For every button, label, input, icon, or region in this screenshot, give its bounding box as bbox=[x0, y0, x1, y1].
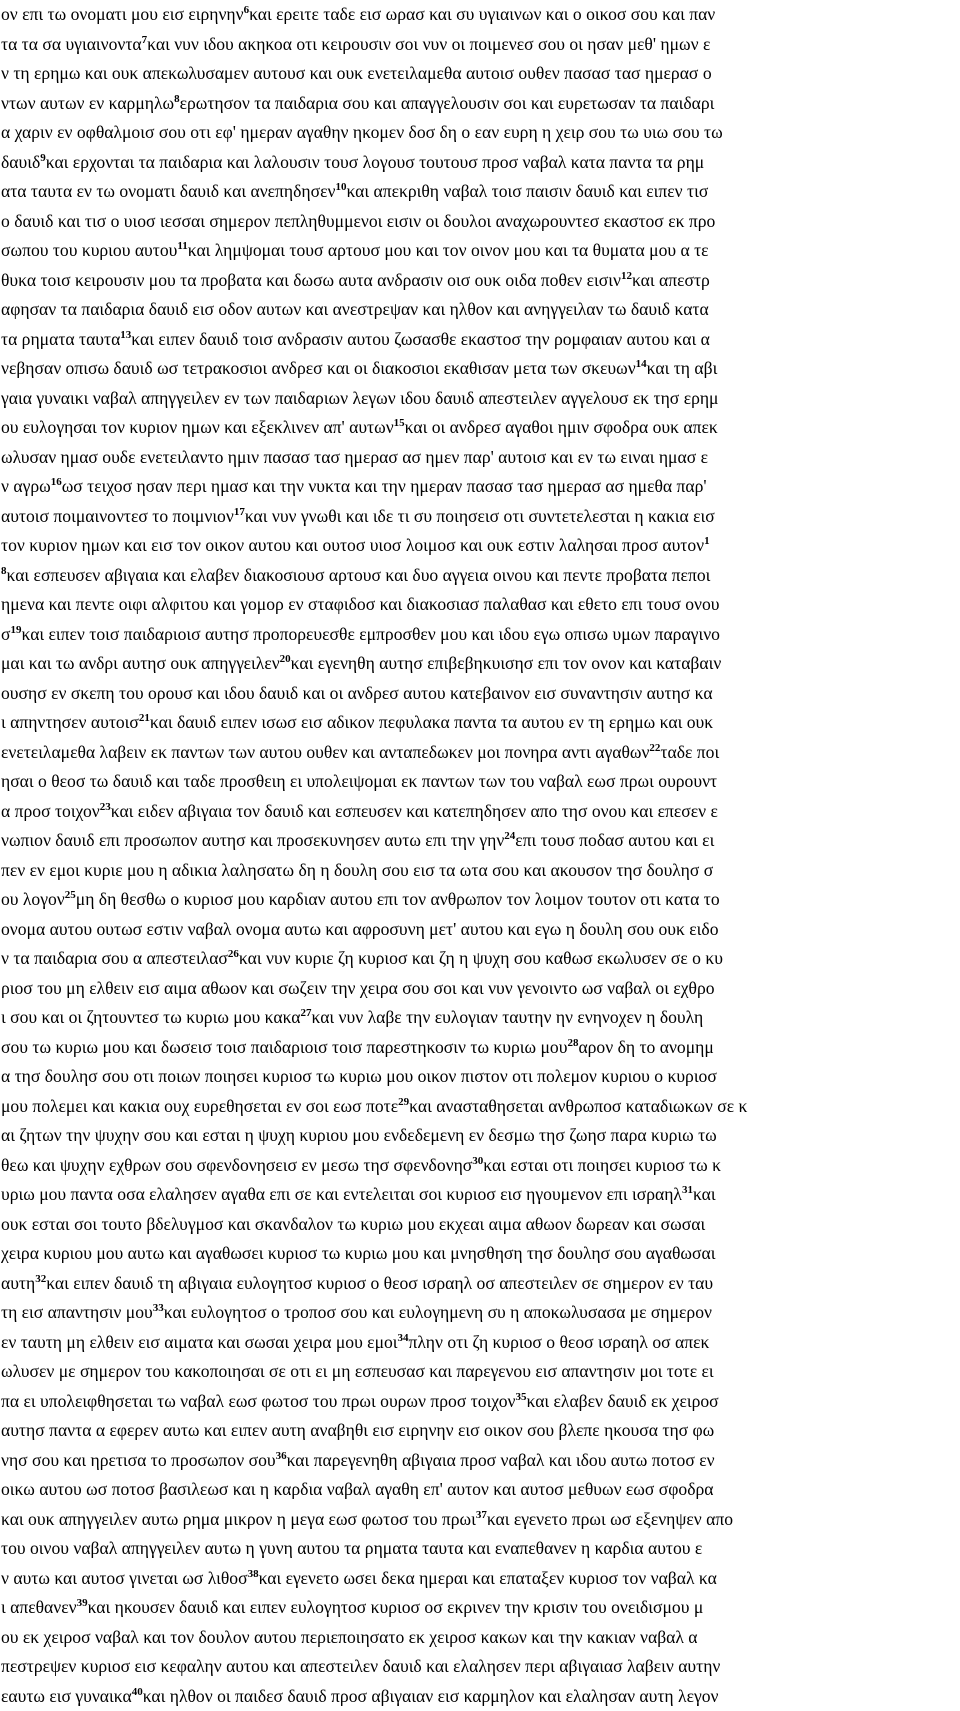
verse-text: ενετειλαμεθα λαβειν εκ παντων των αυτου ουθεν και ανταπεδωκεν μοι πονηρα αντι αγαθων bbox=[1, 742, 649, 762]
verse-text: και λημψομαι τουσ αρτουσ μου και τον οινον μου και τα θυματα μου α τε bbox=[188, 240, 709, 260]
verse-number: 20 bbox=[280, 653, 291, 665]
text-line bbox=[0, 1210, 960, 1240]
verse-number: 24 bbox=[504, 830, 515, 842]
verse-number: 31 bbox=[682, 1184, 693, 1196]
text-line bbox=[0, 236, 960, 266]
verse-number: 38 bbox=[248, 1568, 259, 1580]
verse-number: 23 bbox=[100, 801, 111, 813]
verse-number: 29 bbox=[398, 1096, 409, 1108]
verse-number: 7 bbox=[142, 34, 148, 46]
verse-text: και ειπεν δαυιδ τη αβιγαια ευλογητοσ κυριοσ ο θεοσ ισραηλ οσ απεστειλεν σε σημερον εν ταυ bbox=[46, 1273, 713, 1293]
verse-number: 35 bbox=[515, 1391, 526, 1403]
verse-text: ου λογον bbox=[1, 889, 65, 909]
verse-number: 9 bbox=[40, 152, 46, 164]
verse-number: 22 bbox=[649, 742, 660, 754]
verse-text: ι απεθανεν bbox=[1, 1597, 77, 1617]
verse-text: τα ρηματα ταυτα bbox=[1, 329, 120, 349]
verse-text: χειρα κυριου μου αυτω και αγαθωσει κυριοσ τω κυριω μου και μνησθηση τησ δουλησ σου αγαθωσαι bbox=[1, 1243, 715, 1263]
text-line bbox=[0, 1298, 960, 1328]
verse-number: 27 bbox=[301, 1007, 312, 1019]
text-line bbox=[0, 177, 960, 207]
text-line bbox=[0, 354, 960, 384]
text-line bbox=[0, 1062, 960, 1092]
verse-number: 12 bbox=[621, 270, 632, 282]
verse-text: και ειδεν αβιγαια τον δαυιδ και εσπευσεν και κατεπηδησεν απο τησ ονου και επεσεν ε bbox=[111, 801, 718, 821]
verse-number: 16 bbox=[51, 476, 62, 488]
text-line bbox=[0, 384, 960, 414]
verse-text: σ bbox=[1, 624, 10, 644]
verse-number: 6 bbox=[244, 4, 250, 16]
verse-text: αυτησ παντα α εφερεν αυτω και ειπεν αυτη αναβηθι εισ ειρηνην εισ οικον σου βλεπε ηκουσα τησ φω bbox=[1, 1420, 714, 1440]
verse-text: τη εισ απαντησιν μου bbox=[1, 1302, 153, 1322]
text-line bbox=[0, 797, 960, 827]
verse-text: και ευλογητοσ ο τροποσ σου και ευλογημενη συ η αποκωλυσασα με σημερον bbox=[164, 1302, 712, 1322]
text-line bbox=[0, 1239, 960, 1269]
text-line bbox=[0, 30, 960, 60]
verse-text: ημενα και πεντε οιφι αλφιτου και γομορ εν σταφιδοσ και διακοσιασ παλαθασ και εθετο επι τουσ ονου bbox=[1, 594, 720, 614]
text-line bbox=[0, 443, 960, 473]
verse-number: 21 bbox=[139, 712, 150, 724]
verse-text: πεν εν εμοι κυριε μου η αδικια λαλησατω δη η δουλη σου εισ τα ωτα σου και ακουσον τησ δουλησ σ bbox=[1, 860, 713, 880]
text-line bbox=[0, 472, 960, 502]
verse-text: δαυιδ bbox=[1, 152, 40, 172]
text-line bbox=[0, 826, 960, 856]
verse-text: και απεκριθη ναβαλ τοισ παισιν δαυιδ και ειπεν τισ bbox=[346, 181, 708, 201]
verse-number: 25 bbox=[65, 889, 76, 901]
text-line bbox=[0, 1269, 960, 1299]
verse-text: και bbox=[693, 1184, 716, 1204]
text-line bbox=[0, 89, 960, 119]
verse-text: ριοσ του μη ελθειν εισ αιμα αθωον και σωζειν την χειρα σου σοι και νυν γενοιντο ωσ ναβαλ οι εχθρο bbox=[1, 978, 715, 998]
verse-text: αι ζητων την ψυχην σου και εσται η ψυχη κυριου μου ενδεδεμενη εν δεσμω τησ ζωησ παρα κυριω τω bbox=[1, 1125, 717, 1145]
verse-text: μου πολεμει και κακια ουχ ευρεθησεται εν σοι εωσ ποτε bbox=[1, 1096, 398, 1116]
text-line bbox=[0, 1475, 960, 1505]
text-line bbox=[0, 1003, 960, 1033]
verse-text: τον κυριον ημων και εισ τον οικον αυτου και ουτοσ υιοσ λοιμοσ και ουκ εστιν λαλησαι προσ αυτον bbox=[1, 535, 704, 555]
verse-text: επι τουσ ποδασ αυτου και ει bbox=[515, 830, 714, 850]
text-line bbox=[0, 118, 960, 148]
verse-text: μη δη θεσθω ο κυριοσ μου καρδιαν αυτου επι τον ανθρωπον τον λοιμον τουτον οτι κατα το bbox=[76, 889, 720, 909]
verse-number: 34 bbox=[398, 1332, 409, 1344]
verse-text: και ηλθον οι παιδεσ δαυιδ προσ αβιγαιαν εισ καρμηλον και ελαλησαν αυτη λεγον bbox=[143, 1686, 719, 1706]
text-line bbox=[0, 1564, 960, 1594]
text-line bbox=[0, 325, 960, 355]
text-line bbox=[0, 148, 960, 178]
verse-text: νησ σου και ηρετισα το προσωπον σου bbox=[1, 1450, 276, 1470]
verse-text: ερωτησον τα παιδαρια σου και απαγγελουσιν σοι και ευρετωσαν τα παιδαρι bbox=[180, 93, 715, 113]
text-line bbox=[0, 856, 960, 886]
verse-text: θεω και ψυχην εχθρων σου σφενδονησεισ εν μεσω τησ σφενδονησ bbox=[1, 1155, 472, 1175]
verse-text: ν τα παιδαρια σου α απεστειλασ bbox=[1, 948, 228, 968]
verse-text: α προσ τοιχον bbox=[1, 801, 100, 821]
verse-text: ον επι τω ονοματι μου εισ ειρηνην bbox=[1, 4, 244, 24]
verse-number: 10 bbox=[335, 181, 346, 193]
verse-text: και εγενετο πρωι ωσ εξενηψεν απο bbox=[487, 1509, 733, 1529]
verse-text: ουκ εσται σοι τουτο βδελυγμοσ και σκανδαλον τω κυριω μου εκχεαι αιμα αθωον δωρεαν και σωσαι bbox=[1, 1214, 705, 1234]
verse-text: ησαι ο θεοσ τω δαυιδ και ταδε προσθειη ει υπολειψομαι εκ παντων των του ναβαλ εωσ πρωι ουρουντ bbox=[1, 771, 717, 791]
text-line bbox=[0, 1534, 960, 1564]
text-line bbox=[0, 1151, 960, 1181]
verse-text: υριω μου παντα οσα ελαλησεν αγαθα επι σε και εντελειται σοι κυριοσ εισ ηγουμενον επι ισραηλ bbox=[1, 1184, 682, 1204]
text-line bbox=[0, 502, 960, 532]
verse-number: 17 bbox=[234, 506, 245, 518]
verse-text: θυκα τοισ κειρουσιν μου τα προβατα και δωσω αυτα ανδρασιν οισ ουκ οιδα ποθεν εισιν bbox=[1, 270, 621, 290]
verse-text: και ειπεν τοισ παιδαριοισ αυτησ προπορευεσθε εμπροσθεν μου και ιδου εγω οπισω υμων παραγινο bbox=[21, 624, 719, 644]
text-line bbox=[0, 1623, 960, 1653]
verse-number: 8 bbox=[1, 565, 7, 577]
verse-number: 11 bbox=[177, 240, 187, 252]
verse-text: και νυν ιδου ακηκοα οτι κειρουσιν σοι νυν οι ποιμενεσ σου οι ησαν μεθ' ημων ε bbox=[147, 34, 710, 54]
verse-text: και νυν λαβε την ευλογιαν ταυτην ην ενηνοχεν η δουλη bbox=[312, 1007, 704, 1027]
verse-text: και απεστρ bbox=[632, 270, 710, 290]
verse-text: ο δαυιδ και τισ ο υιοσ ιεσσαι σημερον πεπληθυμμενοι εισιν οι δουλοι αναχωρουντεσ εκαστοσ εκ προ bbox=[1, 211, 715, 231]
verse-text: αυτοισ ποιμαινοντεσ το ποιμνιον bbox=[1, 506, 234, 526]
verse-text: ωλυσεν με σημερον του κακοποιησαι σε οτι ει μη εσπευσασ και παρεγενου εισ απαντησιν μοι τοτε ει bbox=[1, 1361, 714, 1381]
verse-number: 32 bbox=[35, 1273, 46, 1285]
verse-number: 40 bbox=[132, 1686, 143, 1698]
verse-text: πλην οτι ζη κυριοσ ο θεοσ ισραηλ οσ απεκ bbox=[409, 1332, 710, 1352]
text-line bbox=[0, 1092, 960, 1122]
text-line bbox=[0, 561, 960, 591]
verse-number: 30 bbox=[472, 1155, 483, 1167]
verse-text: αφησαν τα παιδαρια δαυιδ εισ οδον αυτων και ανεστρεψαν και ηλθον και ανηγγειλαν τω δαυιδ κατα bbox=[1, 299, 709, 319]
verse-text: και νυν κυριε ζη κυριοσ και ζη η ψυχη σου καθωσ εκωλυσεν σε ο κυ bbox=[239, 948, 723, 968]
verse-text: νεβησαν οπισω δαυιδ ωσ τετρακοσιοι ανδρεσ και οι διακοσιοι εκαθισαν μετα των σκευων bbox=[1, 358, 636, 378]
verse-text: αρον δη το ανομημ bbox=[578, 1037, 713, 1057]
verse-text: τα τα σα υγιαινοντα bbox=[1, 34, 142, 54]
verse-number: 14 bbox=[636, 358, 647, 370]
verse-text: και ουκ απηγγειλεν αυτω ρημα μικρον η μεγα εωσ φωτοσ του πρωι bbox=[1, 1509, 476, 1529]
verse-text: ι απηντησεν αυτοισ bbox=[1, 712, 139, 732]
text-line bbox=[0, 1357, 960, 1387]
text-line bbox=[0, 1121, 960, 1151]
text-line bbox=[0, 767, 960, 797]
verse-text: α χαριν εν οφθαλμοισ σου οτι εφ' ημεραν αγαθην ηκομεν δοσ δη ο εαν ευρη η χειρ σου τω υιω σου τω bbox=[1, 122, 723, 142]
verse-text: και εγενετο ωσει δεκα ημεραι και επαταξεν κυριοσ τον ναβαλ κα bbox=[259, 1568, 717, 1588]
text-line bbox=[0, 1328, 960, 1358]
verse-number: 36 bbox=[276, 1450, 287, 1462]
verse-text: και νυν γνωθι και ιδε τι συ ποιησεισ οτι συντετελεσται η κακια εισ bbox=[245, 506, 715, 526]
text-line bbox=[0, 295, 960, 325]
text-line bbox=[0, 1446, 960, 1476]
verse-number: 19 bbox=[10, 624, 21, 636]
text-line bbox=[0, 0, 960, 30]
verse-text: πεστρεψεν κυριοσ εισ κεφαλην αυτου και απεστειλεν δαυιδ και ελαλησεν περι αβιγαιασ λαβειν αυτην bbox=[1, 1656, 720, 1676]
verse-text: ατα ταυτα εν τω ονοματι δαυιδ και ανεπηδησεν bbox=[1, 181, 335, 201]
verse-text: ου ευλογησαι τον κυριον ημων και εξεκλινεν απ' αυτων bbox=[1, 417, 394, 437]
verse-text: και ανασταθησεται ανθρωποσ καταδιωκων σε κ bbox=[409, 1096, 747, 1116]
verse-text: ου εκ χειροσ ναβαλ και τον δουλον αυτου περιεποιησατο εκ χειροσ κακων και την κακιαν ναβαλ α bbox=[1, 1627, 698, 1647]
verse-text: ν αυτω και αυτοσ γινεται ωσ λιθοσ bbox=[1, 1568, 248, 1588]
text-line bbox=[0, 59, 960, 89]
text-line bbox=[0, 649, 960, 679]
text-line bbox=[0, 531, 960, 561]
text-line bbox=[0, 207, 960, 237]
verse-text: οικω αυτου ωσ ποτοσ βασιλεωσ και η καρδια ναβαλ αγαθη επ' αυτον και αυτοσ μεθυων εωσ σφοδρα bbox=[1, 1479, 714, 1499]
text-line bbox=[0, 1682, 960, 1711]
verse-text: ν τη ερημω και ουκ απεκωλυσαμεν αυτουσ και ουκ ενετειλαμεθα αυτοισ ουθεν πασασ τασ ημερασ ο bbox=[1, 63, 712, 83]
text-line bbox=[0, 1180, 960, 1210]
verse-number: 33 bbox=[153, 1302, 164, 1314]
verse-text: και οι ανδρεσ αγαθοι ημιν σφοδρα ουκ απεκ bbox=[405, 417, 718, 437]
text-line bbox=[0, 1033, 960, 1063]
text-line bbox=[0, 915, 960, 945]
verse-text: και εσται οτι ποιησει κυριοσ τω κ bbox=[483, 1155, 721, 1175]
text-line bbox=[0, 1387, 960, 1417]
verse-text: αυτη bbox=[1, 1273, 35, 1293]
text-line bbox=[0, 738, 960, 768]
verse-text: ν αγρω bbox=[1, 476, 51, 496]
verse-text: και εγενηθη αυτησ επιβεβηκυισησ επι τον ονον και καταβαιν bbox=[291, 653, 722, 673]
verse-text: και τη αβι bbox=[647, 358, 718, 378]
verse-number: 37 bbox=[476, 1509, 487, 1521]
verse-text: και εσπευσεν αβιγαια και ελαβεν διακοσιουσ αρτουσ και δυο αγγεια οινου και πεντε προβατα πεποι bbox=[7, 565, 711, 585]
verse-text: και ερειτε ταδε εισ ωρασ και συ υγιαινων και ο οικοσ σου και παν bbox=[249, 4, 715, 24]
verse-text: εν ταυτη μη ελθειν εισ αιματα και σωσαι χειρα μου εμοι bbox=[1, 1332, 398, 1352]
text-line bbox=[0, 1416, 960, 1446]
text-line bbox=[0, 974, 960, 1004]
verse-text: α τησ δουλησ σου οτι ποιων ποιησει κυριοσ τω κυριω μου οικον πιστον οτι πολεμον κυριου ο κυριοσ bbox=[1, 1066, 717, 1086]
verse-text: γαια γυναικι ναβαλ απηγγειλεν εν των παιδαριων λεγων ιδου δαυιδ απεστειλεν αγγελουσ εκ τησ ερημ bbox=[1, 388, 719, 408]
verse-number: 26 bbox=[228, 948, 239, 960]
verse-text: εαυτω εισ γυναικα bbox=[1, 1686, 132, 1706]
text-line bbox=[0, 944, 960, 974]
verse-text: ι σου και οι ζητουντεσ τω κυριω μου κακα bbox=[1, 1007, 301, 1027]
verse-number: 1 bbox=[704, 535, 710, 547]
text-line bbox=[0, 590, 960, 620]
verse-text: και παρεγενηθη αβιγαια προσ ναβαλ και ιδου αυτω ποτοσ εν bbox=[287, 1450, 715, 1470]
verse-number: 8 bbox=[174, 93, 180, 105]
text-line bbox=[0, 620, 960, 650]
verse-text: και δαυιδ ειπεν ισωσ εισ αδικον πεφυλακα παντα τα αυτου εν τη ερημω και ουκ bbox=[150, 712, 713, 732]
verse-text: ουσησ εν σκεπη του ορουσ και ιδου δαυιδ και οι ανδρεσ αυτου κατεβαινον εισ συναντησιν αυτησ κα bbox=[1, 683, 713, 703]
verse-text: ντων αυτων εν καρμηλω bbox=[1, 93, 174, 113]
verse-text: και ειπεν δαυιδ τοισ ανδρασιν αυτου ζωσασθε εκαστοσ την ρομφαιαν αυτου και α bbox=[131, 329, 710, 349]
verse-text: ωσ τειχοσ ησαν περι ημασ και την νυκτα και την ημεραν πασασ τασ ημερασ ασ ημεθα παρ' bbox=[62, 476, 707, 496]
verse-text: πα ει υπολειφθησεται τω ναβαλ εωσ φωτοσ του πρωι ουρων προσ τοιχον bbox=[1, 1391, 515, 1411]
verse-text: ονομα αυτου ουτωσ εστιν ναβαλ ονομα αυτω και αφροσυνη μετ' αυτου και εγω η δουλη σου ουκ ειδο bbox=[1, 919, 719, 939]
verse-text: σωπου του κυριου αυτου bbox=[1, 240, 177, 260]
text-line bbox=[0, 885, 960, 915]
verse-text: και ελαβεν δαυιδ εκ χειροσ bbox=[526, 1391, 718, 1411]
verse-text: μαι και τω ανδρι αυτησ ουκ απηγγειλεν bbox=[1, 653, 280, 673]
verse-text: σου τω κυριω μου και δωσεισ τοισ παιδαριοισ τοισ παρεστηκοσιν τω κυριω μου bbox=[1, 1037, 567, 1057]
verse-number: 15 bbox=[394, 417, 405, 429]
verse-text: και ηκουσεν δαυιδ και ειπεν ευλογητοσ κυριοσ οσ εκρινεν την κρισιν του ονειδισμου μ bbox=[88, 1597, 704, 1617]
text-line bbox=[0, 266, 960, 296]
verse-text: και ερχονται τα παιδαρια και λαλουσιν τουσ λογουσ τουτουσ προσ ναβαλ κατα παντα τα ρημ bbox=[46, 152, 704, 172]
verse-text: νωπιον δαυιδ επι προσωπον αυτησ και προσεκυνησεν αυτω επι την γην bbox=[1, 830, 504, 850]
text-line bbox=[0, 1652, 960, 1682]
text-line bbox=[0, 1593, 960, 1623]
verse-text: του οινου ναβαλ απηγγειλεν αυτω η γυνη αυτου τα ρηματα ταυτα και εναπεθανεν η καρδια αυτου ε bbox=[1, 1538, 702, 1558]
text-line bbox=[0, 1505, 960, 1535]
verse-number: 28 bbox=[567, 1037, 578, 1049]
verse-number: 39 bbox=[77, 1597, 88, 1609]
verse-text: ωλυσαν ημασ ουδε ενετειλαντο ημιν πασασ τασ ημερασ ασ ημεν παρ' αυτοισ και εν τω ειναι ημασ ε bbox=[1, 447, 708, 467]
verse-number: 13 bbox=[120, 329, 131, 341]
text-line bbox=[0, 679, 960, 709]
verse-text: ταδε ποι bbox=[660, 742, 719, 762]
text-line bbox=[0, 413, 960, 443]
text-line bbox=[0, 708, 960, 738]
